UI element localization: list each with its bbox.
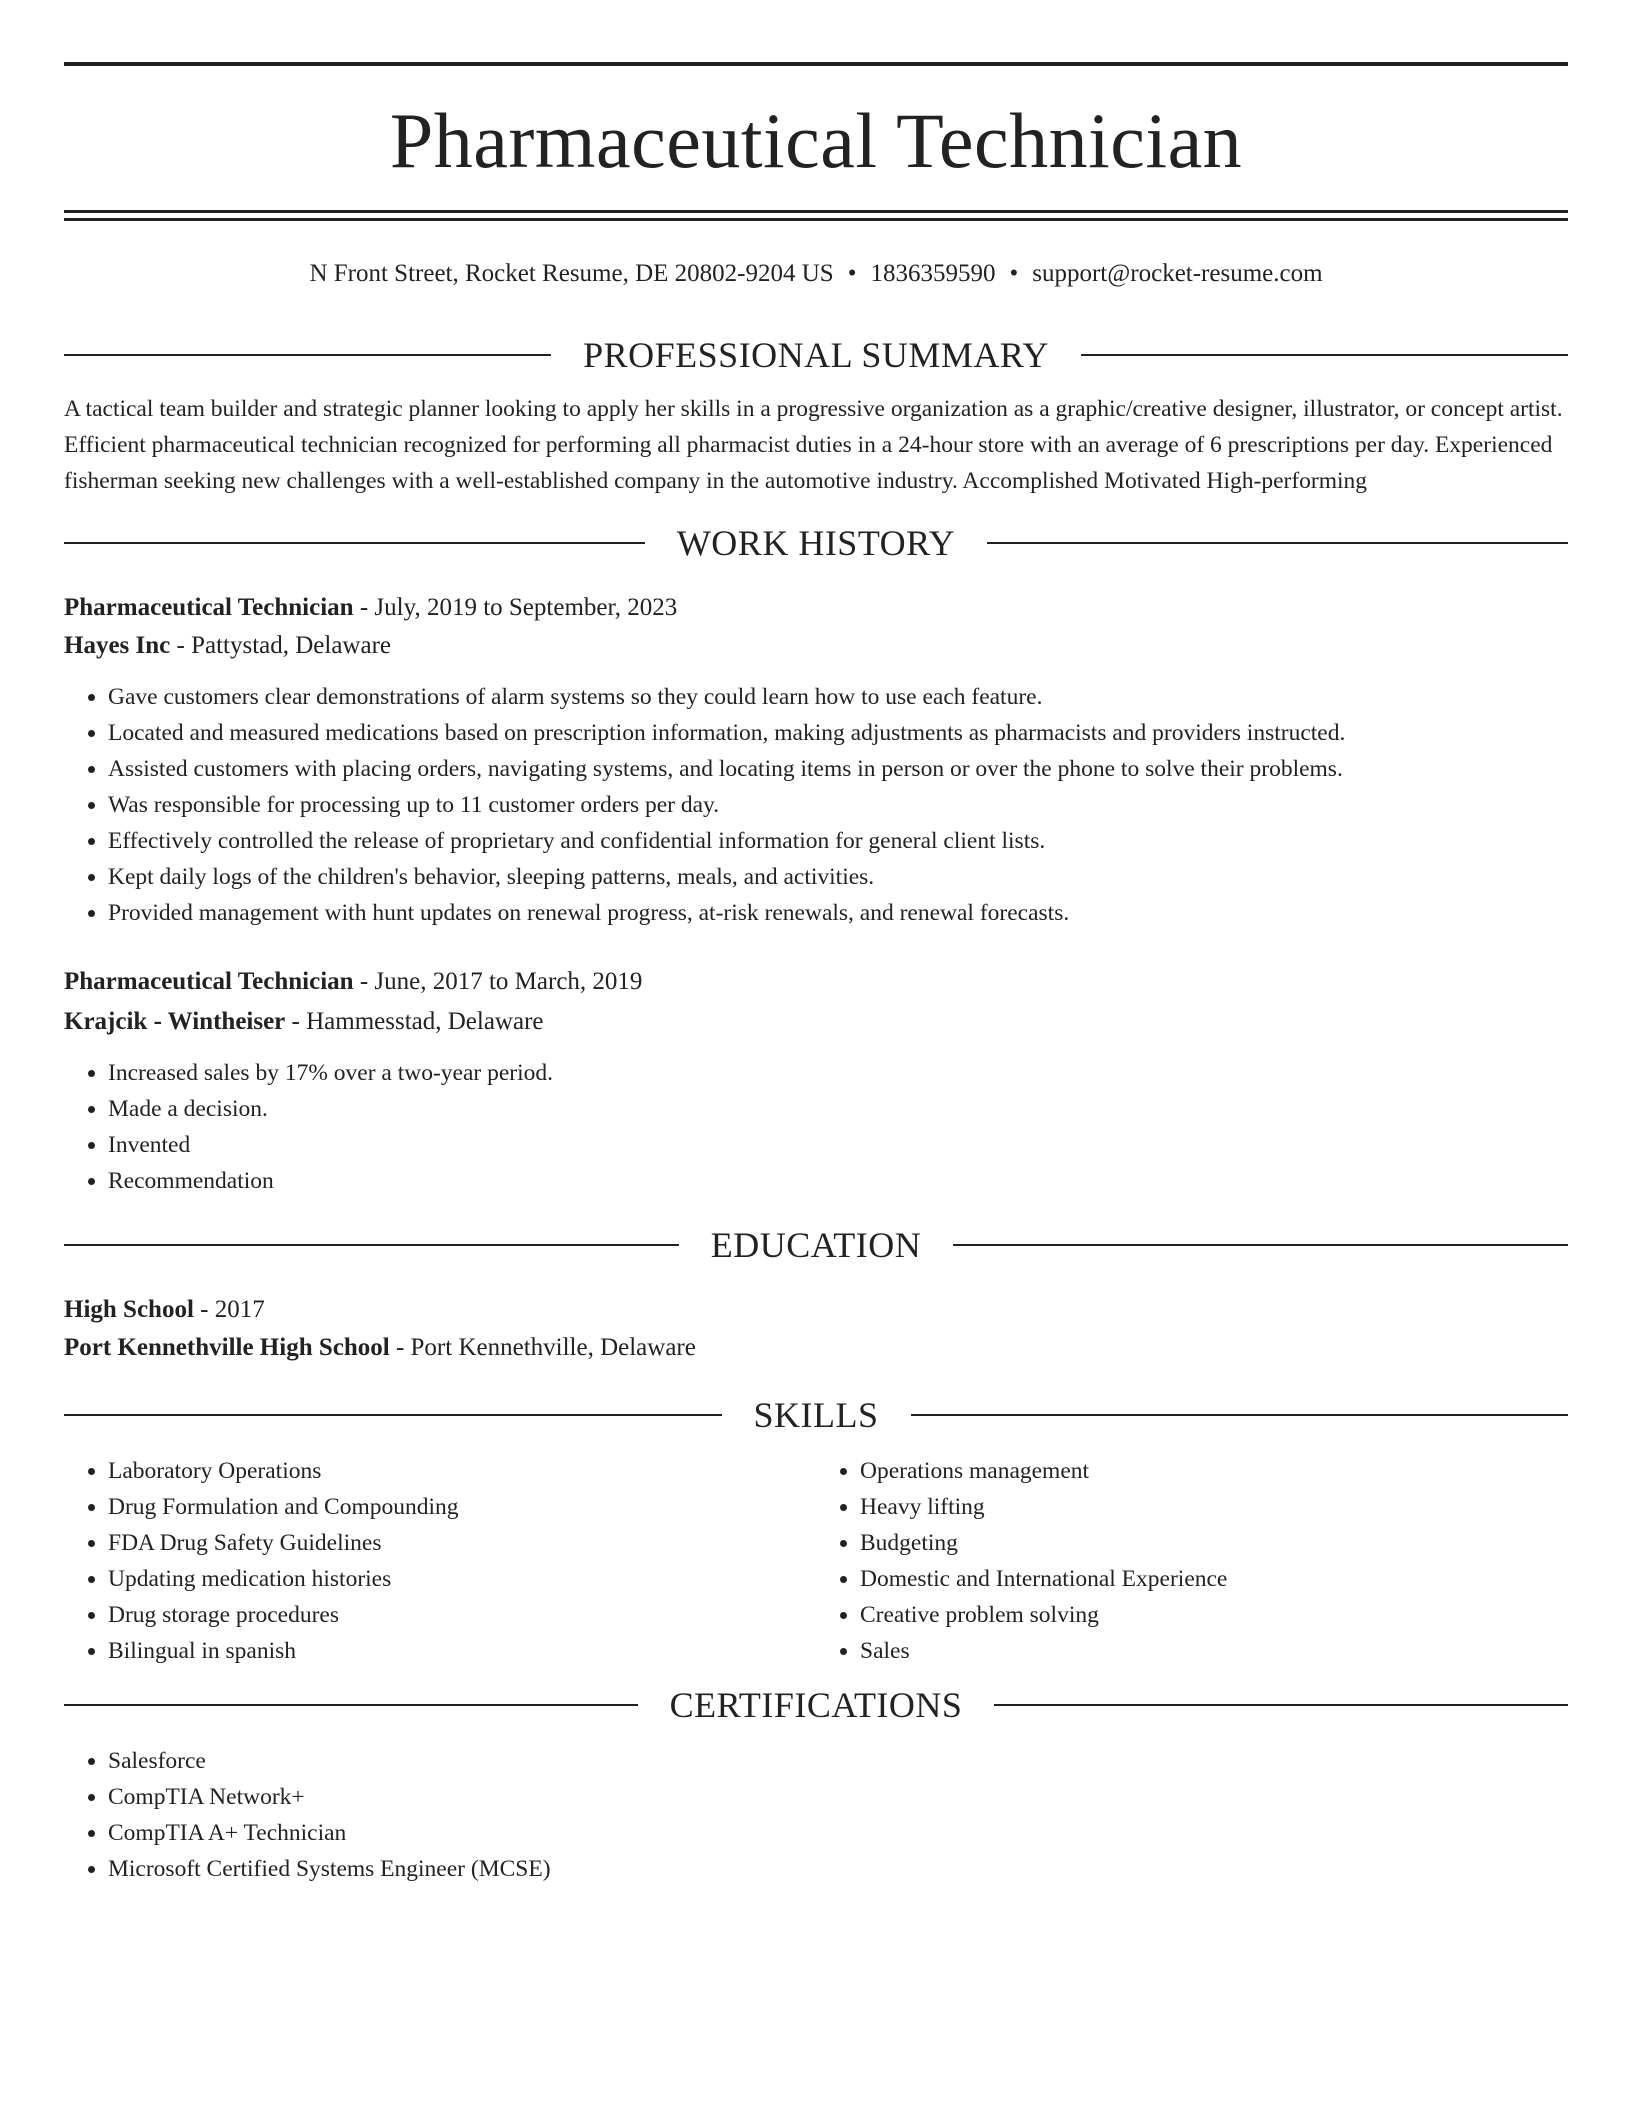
section-heading-work xyxy=(64,521,1568,565)
list-item: • Gave customers clear demonstrations of alarm systems so they could learn how to use each feature. xyxy=(108,679,1568,715)
list-item: • Assisted customers with placing orders, navigating systems, and locating items in person or over the phone to solve their problems. xyxy=(108,751,1568,787)
list-item: • Recommendation xyxy=(108,1163,1568,1199)
summary-text: A tactical team builder and strategic planner looking to apply her skills in a progressive organization as a graphic/creative designer, illustrator, or concept artist. Efficient pharmaceutical technician recognized for performing all pharmacist duties in a 24-hour store with an average of 6 prescriptions per day. Experienced fisherman seeking new challenges with a well-established company in the automotive industry. Accomplished Motivated High-performing xyxy=(64,396,1563,494)
heading-rule-right xyxy=(987,542,1568,544)
contact-email: support@rocket-resume.com xyxy=(1032,260,1323,287)
education-year: - 2017 xyxy=(193,1296,265,1323)
heading-rule-right xyxy=(1081,354,1568,356)
resume-title: Pharmaceutical Technician xyxy=(389,97,1243,184)
list-item: • Invented xyxy=(108,1127,1568,1163)
certifications-list xyxy=(64,1743,1568,1887)
job-company: Krajcik - Wintheiser xyxy=(64,1008,286,1035)
list-item: • Sales xyxy=(860,1633,1568,1669)
list-item: • Kept daily logs of the children's behavior, sleeping patterns, meals, and activities. xyxy=(108,859,1568,895)
education-entry xyxy=(64,1291,1568,1367)
list-item: • Located and measured medications based on prescription information, making adjustments as pharmacists and providers instructed. xyxy=(108,715,1568,751)
contact-address: N Front Street, Rocket Resume, DE 20802-9204 US xyxy=(309,260,834,287)
list-item: • Bilingual in spanish xyxy=(108,1633,816,1669)
list-item: • Drug Formulation and Compounding xyxy=(108,1489,816,1525)
list-item: • Made a decision. xyxy=(108,1091,1568,1127)
section-heading-education xyxy=(64,1223,1568,1267)
section-heading-summary xyxy=(64,333,1568,377)
education-degree: High School xyxy=(64,1296,194,1323)
heading-rule-left xyxy=(64,1704,638,1706)
job-company-line xyxy=(64,627,1568,665)
education-school-line xyxy=(64,1329,1568,1367)
list-item: • CompTIA A+ Technician xyxy=(108,1815,1568,1851)
education-location: - Port Kennethville, Delaware xyxy=(389,1334,696,1361)
heading-rule-left xyxy=(64,542,645,544)
education-degree-line xyxy=(64,1291,1568,1329)
job-company-line xyxy=(64,1003,1568,1041)
list-item: • Heavy lifting xyxy=(860,1489,1568,1525)
list-item: • Provided management with hunt updates on renewal progress, at-risk renewals, and renewal forecasts. xyxy=(108,895,1568,931)
list-item: • Effectively controlled the release of proprietary and confidential information for general client lists. xyxy=(108,823,1568,859)
contact-line xyxy=(64,257,1568,291)
section-title: EDUCATION xyxy=(710,1225,922,1265)
heading-rule-right xyxy=(953,1244,1568,1246)
contact-phone: 1836359590 xyxy=(870,260,996,287)
title-double-rule xyxy=(64,210,1568,221)
section-heading-skills xyxy=(64,1393,1568,1437)
list-item: • FDA Drug Safety Guidelines xyxy=(108,1525,816,1561)
job-title-line xyxy=(64,963,1568,1001)
list-item: • Increased sales by 17% over a two-year period. xyxy=(108,1055,1568,1091)
job-location: - Pattystad, Delaware xyxy=(170,632,392,659)
list-item: • Microsoft Certified Systems Engineer (MCSE) xyxy=(108,1851,1568,1887)
heading-rule-right xyxy=(994,1704,1568,1706)
list-item: • Creative problem solving xyxy=(860,1597,1568,1633)
heading-rule-left xyxy=(64,1244,679,1246)
contact-separator: • xyxy=(1009,260,1019,287)
job-dates: - July, 2019 to September, 2023 xyxy=(353,594,678,621)
job-title-line xyxy=(64,589,1568,627)
section-heading-certifications xyxy=(64,1683,1568,1727)
job-location: - Hammesstad, Delaware xyxy=(285,1008,544,1035)
list-item: • Updating medication histories xyxy=(108,1561,816,1597)
top-rule xyxy=(64,62,1568,66)
heading-rule-left xyxy=(64,354,551,356)
job-title: Pharmaceutical Technician xyxy=(64,968,354,995)
list-item: • Budgeting xyxy=(860,1525,1568,1561)
section-title: CERTIFICATIONS xyxy=(669,1685,963,1725)
list-item: • Operations management xyxy=(860,1453,1568,1489)
job-title: Pharmaceutical Technician xyxy=(64,594,354,621)
list-item: • Was responsible for processing up to 11 customer orders per day. xyxy=(108,787,1568,823)
contact-separator: • xyxy=(847,260,857,287)
skills-columns xyxy=(64,1453,1568,1669)
list-item: • Drug storage procedures xyxy=(108,1597,816,1633)
list-item: • Laboratory Operations xyxy=(108,1453,816,1489)
job-bullets xyxy=(64,679,1568,931)
job-company: Hayes Inc xyxy=(64,632,171,659)
job-entry xyxy=(64,589,1568,931)
job-entry xyxy=(64,963,1568,1199)
skills-list-right xyxy=(816,1453,1568,1669)
heading-rule-right xyxy=(911,1414,1569,1416)
section-title: SKILLS xyxy=(753,1395,879,1435)
skills-list-left xyxy=(64,1453,816,1669)
list-item: • CompTIA Network+ xyxy=(108,1779,1568,1815)
list-item: • Domestic and International Experience xyxy=(860,1561,1568,1597)
education-school: Port Kennethville High School xyxy=(64,1334,390,1361)
section-title: WORK HISTORY xyxy=(676,523,956,563)
heading-rule-left xyxy=(64,1414,722,1416)
job-dates: - June, 2017 to March, 2019 xyxy=(353,968,643,995)
job-bullets xyxy=(64,1055,1568,1199)
list-item: • Salesforce xyxy=(108,1743,1568,1779)
section-title: PROFESSIONAL SUMMARY xyxy=(583,335,1049,375)
